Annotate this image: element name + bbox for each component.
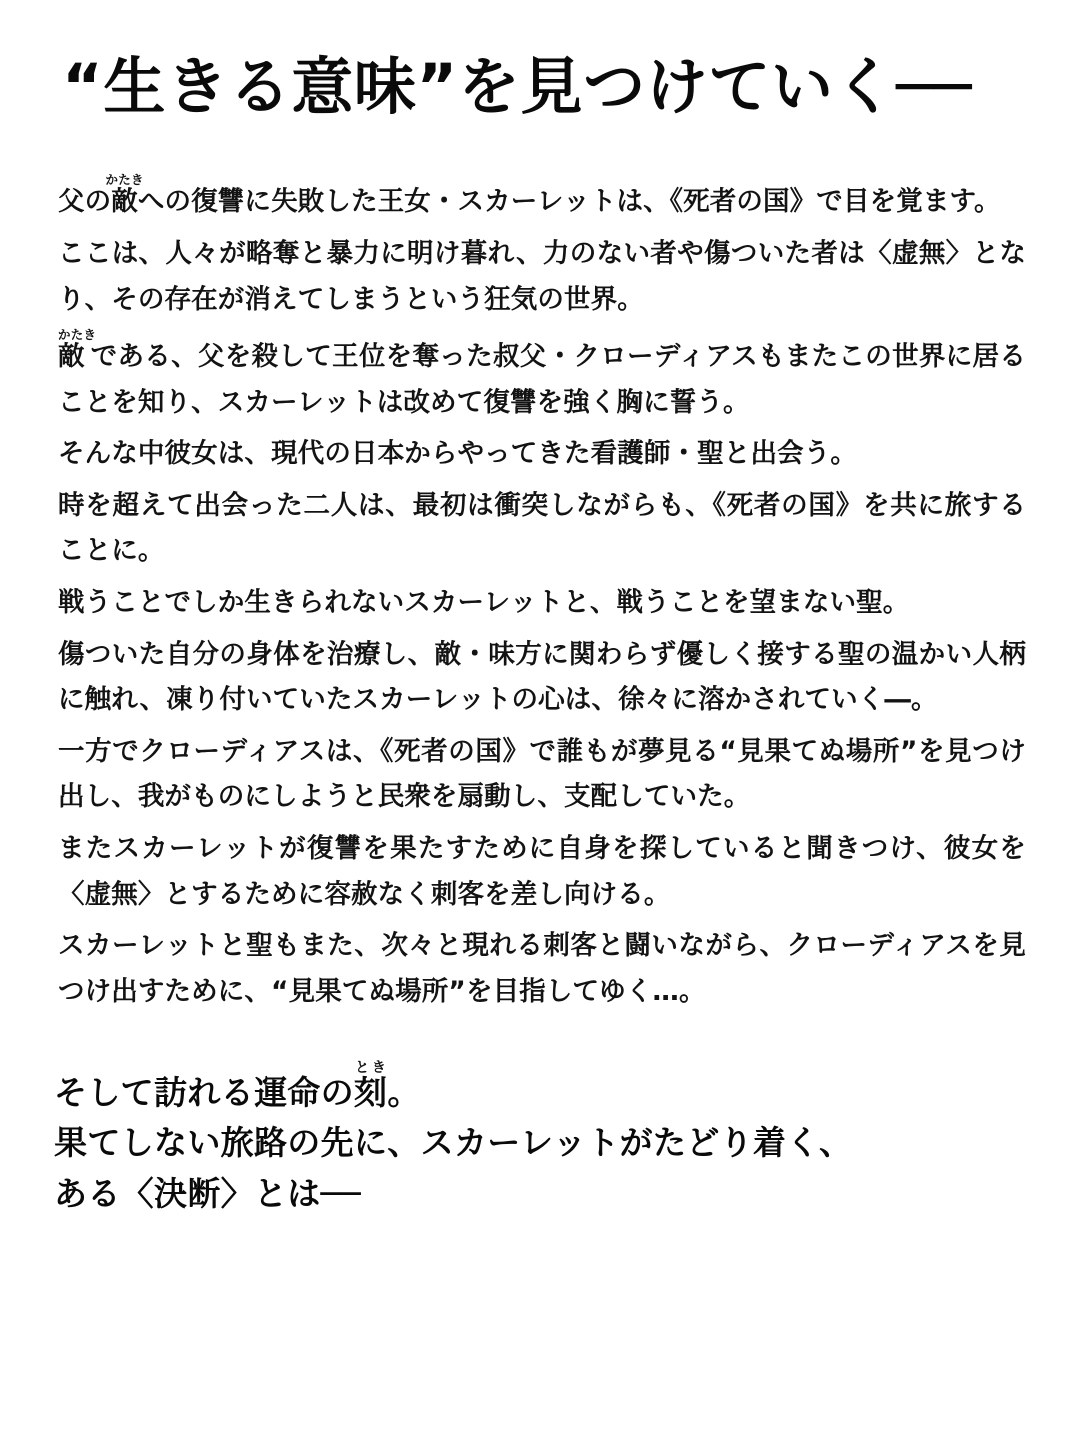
ruby-annotation: とき — [353, 1060, 388, 1077]
page-title: “生きる意味”を見つけていく── — [62, 50, 973, 123]
paragraph: 傷ついた自分の身体を治療し、敵・味方に関わらず優しく接する聖の温かい人柄に触れ、凍り付いていたスカーレットの心は、徐々に溶かされていく―。 — [58, 638, 1026, 716]
ruby-annotation: かたき — [105, 172, 144, 188]
paragraph: 父の敵かたきへの復讐に失敗した王女・スカーレットは、《死者の国》で目を覚ます。 — [58, 172, 1001, 218]
ruby-text: 刻とき — [353, 1060, 388, 1113]
synopsis-body — [44, 173, 1036, 1014]
paragraph: 敵かたきである、父を殺して王位を奪った叔父・クローディアスもまたこの世界に居ることを知り、スカーレットは改めて復讐を強く胸に誓う。 — [58, 327, 1026, 418]
closing-line: 果てしない旅路の先に、スカーレットがたどり着く、 — [54, 1123, 853, 1163]
ruby-annotation: かたき — [58, 327, 97, 343]
paragraph: 一方でクローディアスは、《死者の国》で誰もが夢見る“見果てぬ場所”を見つけ出し、我がものにしようと民衆を扇動し、支配していた。 — [58, 735, 1026, 813]
paragraph: 時を超えて出会った二人は、最初は衝突しながらも、《死者の国》を共に旅することに。 — [58, 489, 1026, 567]
ruby-text: 敵かたき — [105, 172, 144, 218]
paragraph: またスカーレットが復讐を果たすために自身を探していると聞きつけ、彼女を〈虚無〉とするために容赦なく刺客を差し向ける。 — [58, 832, 1026, 910]
closing-line: ある〈決断〉とは── — [54, 1173, 362, 1213]
closing-line: そして訪れる運命の刻とき。 — [54, 1060, 421, 1113]
closing-block — [44, 1060, 1036, 1218]
paragraph: 戦うことでしか生きられないスカーレットと、戦うことを望まない聖。 — [58, 587, 910, 619]
paragraph: ここは、人々が略奪と暴力に明け暮れ、力のない者や傷ついた者は〈虚無〉となり、その存在が消えてしまうという狂気の世界。 — [58, 238, 1026, 315]
paragraph: そんな中彼女は、現代の日本からやってきた看護師・聖と出会う。 — [58, 438, 857, 470]
paragraph: スカーレットと聖もまた、次々と現れる刺客と闘いながら、クローディアスを見つけ出すために、“見果てぬ場所”を目指してゆく…。 — [58, 930, 1026, 1007]
ruby-text: 敵かたき — [58, 327, 97, 373]
